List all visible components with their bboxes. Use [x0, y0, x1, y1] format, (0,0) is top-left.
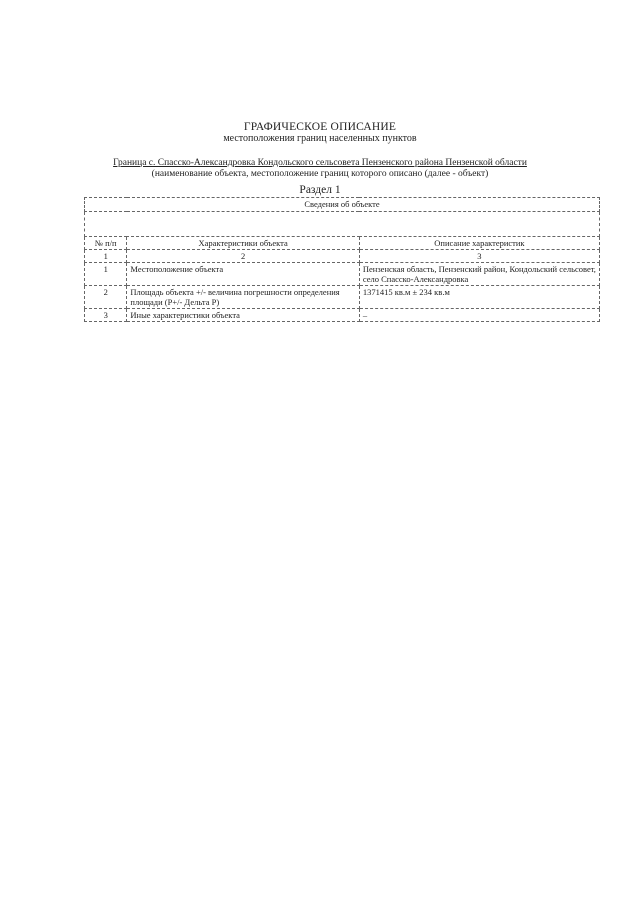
row-characteristic: Иные характеристики объекта — [127, 309, 359, 322]
table-blank-row — [85, 212, 600, 237]
table-row — [85, 286, 600, 309]
row-description: – — [359, 309, 599, 322]
table-caption-row — [85, 198, 600, 212]
object-name-caption: (наименование объекта, местоположение границ которого описано (далее - объект) — [151, 169, 489, 179]
object-name: Граница с. Спасско-Александровка Кондольского сельсовета Пензенского района Пензенской области — [113, 158, 527, 168]
row-number: 3 — [85, 309, 127, 322]
row-description: Пензенская область, Пензенский район, Кондольский сельсовет, село Спасско-Александровка — [359, 263, 599, 286]
section-heading: Раздел 1 — [299, 184, 341, 196]
table-row — [85, 263, 600, 286]
column-number-1: 1 — [85, 250, 127, 263]
table-row — [85, 309, 600, 322]
table-header-row — [85, 237, 600, 250]
document-title: ГРАФИЧЕСКОЕ ОПИСАНИЕ — [243, 121, 397, 133]
row-number: 1 — [85, 263, 127, 286]
object-info-table — [84, 197, 600, 322]
column-number-3: 3 — [359, 250, 599, 263]
column-number-2: 2 — [127, 250, 359, 263]
table-blank-cell — [85, 212, 600, 237]
table-caption: Сведения об объекте — [85, 198, 600, 212]
document-subtitle: местоположения границ населенных пунктов — [223, 133, 417, 144]
header-characteristic: Характеристики объекта — [127, 237, 359, 250]
row-description: 1371415 кв.м ± 234 кв.м — [359, 286, 599, 309]
row-characteristic: Местоположение объекта — [127, 263, 359, 286]
row-characteristic: Площадь объекта +/- величина погрешности определения площади (Р+/- Дельта Р) — [127, 286, 359, 309]
row-number: 2 — [85, 286, 127, 309]
table-column-numbers-row — [85, 250, 600, 263]
header-number: № п/п — [85, 237, 127, 250]
header-description: Описание характеристик — [359, 237, 599, 250]
